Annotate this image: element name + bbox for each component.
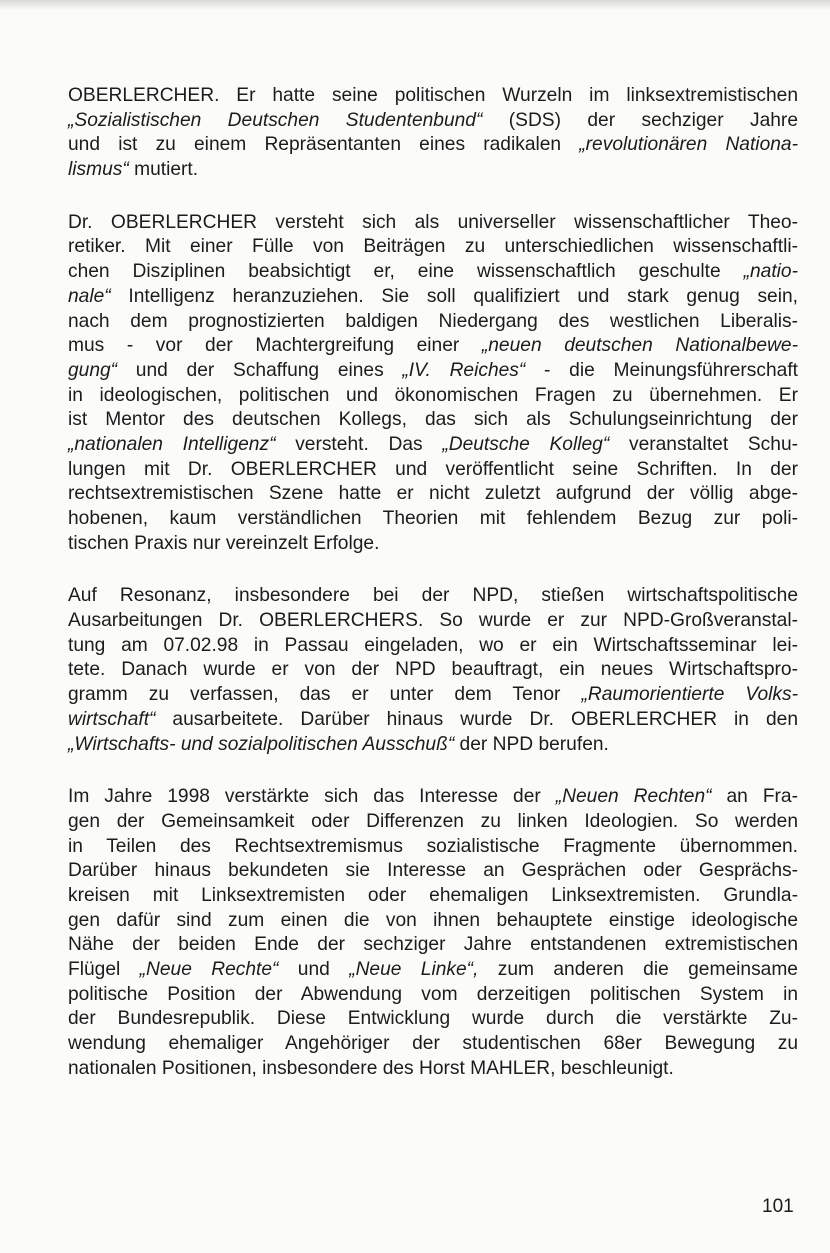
text-line [68,884,798,909]
text-run: gen der Gemeinsamkeit oder Differenzen zu linken Ideologien. So werden [68,810,798,832]
italic-run: nale“ [68,285,111,307]
italic-run: „natio- [743,261,798,283]
text-run: gen dafür sind zum einen die von ihnen behauptete einstige ideologische [68,909,798,931]
text-run: nationalen Positionen, insbesondere des Horst MAHLER, beschleunigt. [68,1057,674,1079]
text-line [68,584,798,609]
text-line [68,408,798,433]
text-run: und der Schaffung eines [117,359,403,381]
text-run: mus - vor der Machtergreifung einer [68,335,482,357]
text-line [68,235,798,260]
text-line [68,1032,798,1057]
text-line [68,285,798,310]
text-run: tete. Danach wurde er von der NPD beauftragt, ein neues Wirtschaftspro- [68,659,798,681]
text-run: - die Meinungsführerschaft [525,359,798,381]
text-run: kreisen mit Linksextremisten oder ehemaligen Linksextremisten. Grundla- [68,884,798,906]
text-line [68,133,798,158]
text-line [68,909,798,934]
text-run: mutiert. [128,159,199,181]
text-line [68,158,798,183]
text-line [68,1007,798,1032]
italic-run: „Raumorientierte Volks- [581,684,798,706]
text-run: und ist zu einem Repräsentanten eines radikalen [68,134,580,156]
text-run: Im Jahre 1998 verstärkte sich das Interesse der [68,786,556,808]
text-run: Darüber hinaus bekundeten sie Interesse an Gesprächen oder Gesprächs- [68,860,798,882]
text-run: Auf Resonanz, insbesondere bei der NPD, stießen wirtschaftspolitische [68,585,798,607]
text-run: zum anderen die gemeinsame [478,959,798,980]
text-line [68,683,798,708]
text-run: in Teilen des Rechtsextremismus sozialistische Fragmente übernommen. [68,835,798,857]
text-line [68,334,798,359]
italic-run: „Neue Rechte“ [139,959,279,980]
text-run: (SDS) der sechziger Jahre [482,109,798,131]
text-run: wendung ehemaliger Angehöriger der studentischen 68er Bewegung zu [68,1033,798,1055]
paragraph [68,785,798,1081]
text-line [68,785,798,810]
text-line [68,1057,798,1082]
text-run: Ausarbeitungen Dr. OBERLERCHERS. So wurde er zur NPD-Großveranstal- [68,610,798,632]
page-number: 101 [762,1196,794,1217]
text-line [68,983,798,1008]
text-run: OBERLERCHER. Er hatte seine politischen Wurzeln im linksextremistischen [68,85,798,106]
text-line [68,609,798,634]
text-run: hobenen, kaum verständlichen Theorien mit fehlendem Bezug zur poli- [68,508,798,529]
text-line [68,482,798,507]
text-line [68,507,798,532]
text-line [68,859,798,884]
text-run: versteht. Das [275,433,443,455]
text-line [68,658,798,683]
italic-run: „Neue Linke“, [349,959,479,980]
text-line [68,109,798,134]
italic-run: „nationalen Intelligenz“ [68,433,276,455]
italic-run: „revolutionären Nationa- [579,134,798,156]
paragraph [68,584,798,757]
text-line [68,384,798,409]
text-line [68,532,798,557]
text-run: ausarbeitete. Darüber hinaus wurde Dr. OBERLERCHER in den [155,708,798,730]
text-line [68,958,798,983]
text-run: und [278,959,350,980]
text-run: ist Mentor des deutschen Kollegs, das sich als Schulungseinrichtung der [68,409,798,431]
text-line [68,933,798,958]
text-run: Nähe der beiden Ende der sechziger Jahre entstandenen extremistischen [68,934,798,956]
text-run: veranstaltet Schu- [609,433,799,455]
text-run: tung am 07.02.98 in Passau eingeladen, wo er ein Wirtschaftsseminar lei- [68,634,798,656]
italic-run: gung“ [68,359,118,381]
text-line [68,634,798,659]
text-line [68,84,798,109]
text-line [68,810,798,835]
text-run: retiker. Mit einer Fülle von Beiträgen zu unterschiedlichen wissenschaftli- [68,236,798,258]
text-run: der NPD berufen. [454,733,609,755]
text-run: Dr. OBERLERCHER versteht sich als universeller wissenschaftlicher Theo- [68,211,798,233]
italic-run: „Sozialistischen Deutschen Studentenbund“ [68,109,483,131]
text-line [68,211,798,236]
paragraph [68,84,798,183]
text-run: an Fra- [711,786,798,808]
text-run: nach dem prognostizierten baldigen Niedergang des westlichen Liberalis- [68,310,798,332]
text-line [68,733,798,758]
text-line [68,458,798,483]
text-run: lungen mit Dr. OBERLERCHER und veröffentlicht seine Schriften. In der [68,458,798,480]
italic-run: „Neuen Rechten“ [555,786,712,808]
text-run: der Bundesrepublik. Diese Entwicklung wurde durch die verstärkte Zu- [68,1008,798,1030]
text-run: politische Position der Abwendung vom derzeitigen politischen System in [68,983,798,1005]
text-line [68,433,798,458]
text-line [68,835,798,860]
text-run: Intelligenz heranzuziehen. Sie soll qualifiziert und stark genug sein, [110,285,798,307]
paragraph [68,211,798,557]
italic-run: „Deutsche Kolleg“ [442,433,610,455]
text-line [68,260,798,285]
italic-run: „neuen deutschen Nationalbewe- [481,335,798,357]
text-line [68,310,798,335]
text-run: Flügel [68,959,140,980]
text-run: chen Disziplinen beabsichtigt er, eine wissenschaftlich geschulte [68,261,744,283]
italic-run: lismus“ [68,159,129,181]
text-run: in ideologischen, politischen und ökonomischen Fragen zu übernehmen. Er [68,384,798,406]
italic-run: wirtschaft“ [68,708,156,730]
italic-run: „Wirtschafts- und sozialpolitischen Ausschuß“ [68,733,455,755]
italic-run: „IV. Reiches“ [402,359,526,381]
scan-edge [0,0,830,10]
page-body [68,84,798,1109]
text-run: tischen Praxis nur vereinzelt Erfolge. [68,532,380,554]
text-line [68,708,798,733]
text-run: gramm zu verfassen, das er unter dem Tenor [68,684,582,706]
text-run: rechtsextremistischen Szene hatte er nicht zuletzt aufgrund der völlig abge- [68,483,798,505]
text-line [68,359,798,384]
